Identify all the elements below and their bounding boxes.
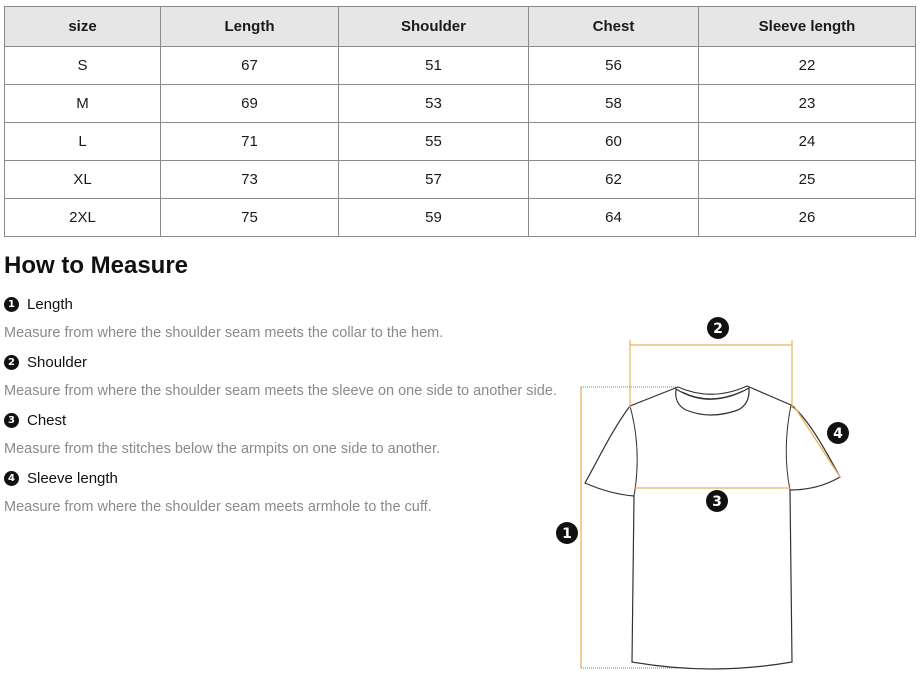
table-cell: XL (5, 161, 161, 199)
table-cell: 73 (161, 161, 339, 199)
table-cell: 2XL (5, 199, 161, 237)
tshirt-measurement-diagram (550, 310, 850, 672)
badge-1-icon (556, 522, 578, 544)
column-header-length: Length (161, 7, 339, 47)
measure-item-description: Measure from where the shoulder seam meets armhole to the cuff. (4, 499, 432, 515)
table-header-row (5, 7, 916, 47)
measure-item-shoulder (4, 354, 87, 371)
table-cell: 64 (529, 199, 699, 237)
size-chart-table (4, 6, 916, 237)
table-cell: 67 (161, 47, 339, 85)
column-header-chest: Chest (529, 7, 699, 47)
table-cell: 26 (699, 199, 916, 237)
table-cell: S (5, 47, 161, 85)
tshirt-outline-icon (585, 386, 840, 669)
table-cell: 60 (529, 123, 699, 161)
measure-item-chest (4, 412, 66, 429)
table-cell: 57 (339, 161, 529, 199)
column-header-sleeve-length: Sleeve length (699, 7, 916, 47)
table-cell: 75 (161, 199, 339, 237)
table-cell: 55 (339, 123, 529, 161)
table-cell: M (5, 85, 161, 123)
measure-item-label: Chest (27, 412, 67, 429)
number-badge-icon: 3 (4, 413, 19, 428)
table-cell: 51 (339, 47, 529, 85)
table-row (5, 123, 916, 161)
svg-text:1: 1 (562, 526, 572, 542)
table-row (5, 199, 916, 237)
table-cell: 53 (339, 85, 529, 123)
svg-text:3: 3 (712, 494, 722, 510)
svg-text:2: 2 (713, 321, 723, 337)
measure-item-description: Measure from where the shoulder seam meets the collar to the hem. (4, 325, 444, 341)
table-cell: 69 (161, 85, 339, 123)
badge-3-icon (706, 490, 728, 512)
table-cell: 22 (699, 47, 916, 85)
table-cell: 23 (699, 85, 916, 123)
how-to-measure-title: How to Measure (4, 252, 189, 279)
column-header-size: size (5, 7, 161, 47)
badge-2-icon (707, 317, 729, 339)
table-cell: 58 (529, 85, 699, 123)
badge-4-icon (827, 422, 849, 444)
table-row (5, 161, 916, 199)
table-cell: L (5, 123, 161, 161)
table-cell: 71 (161, 123, 339, 161)
number-badge-icon: 2 (4, 355, 19, 370)
measure-item-length (4, 296, 73, 313)
table-cell: 24 (699, 123, 916, 161)
measure-item-description: Measure from where the shoulder seam meets the sleeve on one side to another side. (4, 383, 557, 399)
measure-item-sleeve-length (4, 470, 118, 487)
table-cell: 25 (699, 161, 916, 199)
column-header-shoulder: Shoulder (339, 7, 529, 47)
measure-item-label: Shoulder (27, 354, 88, 371)
number-badge-icon: 1 (4, 297, 19, 312)
table-cell: 62 (529, 161, 699, 199)
measure-item-description: Measure from the stitches below the armpits on one side to another. (4, 441, 441, 457)
table-row (5, 47, 916, 85)
table-row (5, 85, 916, 123)
table-cell: 59 (339, 199, 529, 237)
table-cell: 56 (529, 47, 699, 85)
measure-item-label: Length (27, 296, 73, 313)
measure-item-label: Sleeve length (27, 470, 118, 487)
number-badge-icon: 4 (4, 471, 19, 486)
svg-text:4: 4 (833, 426, 843, 442)
